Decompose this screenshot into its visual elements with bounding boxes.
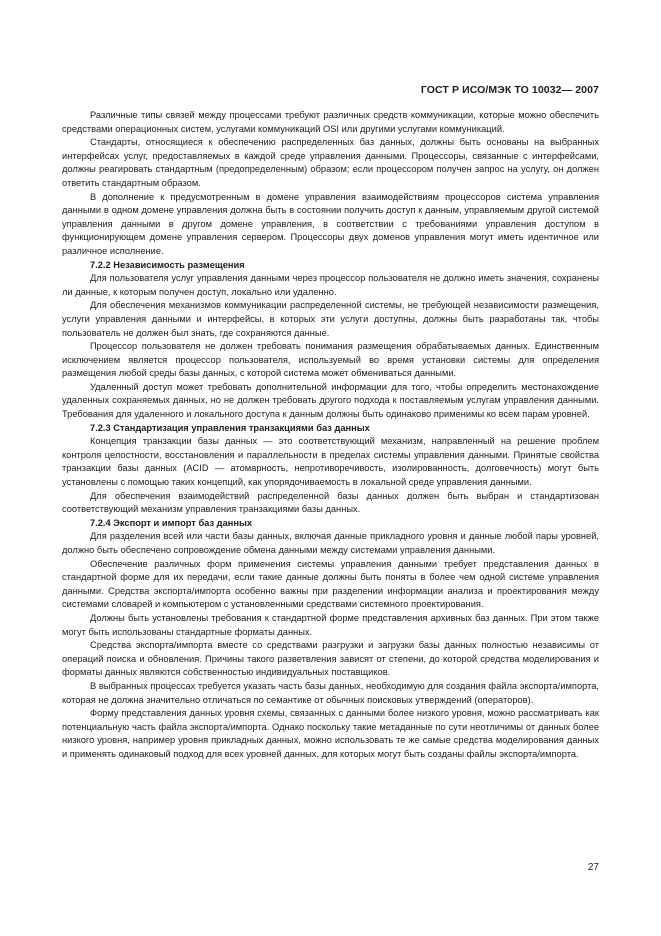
section-heading: 7.2.3 Стандартизация управления транзакциями баз данных [90,422,370,433]
paragraph: Различные типы связей между процессами требуют различных средств коммуникации, которые можно обеспечить средствами операционных систем, услугами коммуникаций OSI или другими услугами коммуникаций. [62,110,599,134]
paragraph: Для обеспечения взаимодействий распределенной базы данных должен быть выбран и стандартизован соответствующий механизм управления транзакциями базы данных. [62,490,599,515]
section-heading: 7.2.2 Независимость размещения [90,259,245,270]
document-body [62,109,599,762]
paragraph: Средства экспорта/импорта вместе со средствами разгрузки и загрузки базы данных полностью независимы от операций поиска и обновления. Причины такого разветвления зависят от степени, до которой средства моделирования и форматы данных являются собственностью индивидуальных поставщиков. [62,640,599,678]
paragraph: Удаленный доступ может требовать дополнительной информации для того, чтобы определить местонахождение удаленных сохраняемых данных, но не должен требовать другого подхода к поставляемым услугам управления данными. Требования для удаленного и локального доступа к данным должны быть одинаково применимы ко всем парам уровней. [62,381,599,420]
paragraph: Для разделения всей или части базы данных, включая данные прикладного уровня и данные любой пары уровней, должно быть обеспечено сопровождение обмена данными между системами управления данными. [62,531,599,555]
page-number: 27 [587,862,599,873]
section-heading: 7.2.4 Экспорт и импорт баз данных [90,517,253,528]
paragraph: Для пользователя услуг управления данными через процессор пользователя не должно иметь значения, сохранены ли данные, к которым получен доступ, локально или удаленно. [62,273,599,297]
paragraph: В дополнение к предусмотренным в домене управления взаимодействиям процессоров система управления данными в одном домене управления должна быть в состоянии получить доступ к данным, управляемым другой системой управления данными в другом домене управления, в соответствии с требованиями управления доступом в функционирующем домене управления сервером. Процессоры двух доменов управления могут иметь идентичное или различное исполнение. [62,191,599,256]
paragraph: Концепция транзакции базы данных — это соответствующий механизм, направленный на решение проблем контроля целостности, восстановления и параллельности в пределах системы управления данными. Принятые свойства транзакции базы данных (ACID — атомарность, непротиворечивость, изолированность, долговечность) могут быть установлены с помощью таких концепций, как упорядочиваемость в локальной среде управления данными. [62,436,599,488]
paragraph: Процессор пользователя не должен требовать понимания размещения обрабатываемых данных. Единственным исключением является процессор пользователя, используемый во время установки системы для определения размещения любой среды базы данных, с которой система может обмениваться данными. [62,341,599,379]
document-header: ГОСТ Р ИСО/МЭК ТО 10032— 2007 [420,84,599,96]
paragraph: В выбранных процессах требуется указать часть базы данных, необходимую для создания файла экспорта/импорта, которая не должна значительно отличаться по семантике от обычных поисковых утверждений (операторов). [62,680,599,705]
paragraph: Для обеспечения механизмов коммуникации распределенной системы, не требующей независимости размещения, услуги управления данными и интерфейсы, в которых эти услуги доступны, должны быть разработаны так, чтобы пользователь не должен был знать, где сохраняются данные. [62,300,599,338]
paragraph: Форму представления данных уровня схемы, связанных с данными более низкого уровня, можно рассматривать как потенциальную часть файла экспорта/импорта. Однако поскольку такие метаданные по сути неотличимы от данных более низкого уровня, например уровня прикладных данных, можно использовать те же самые средства моделирования данных и применять одинаковый подход для всех уровней данных, для которых могут быть созданы файлы экспорта/импорта. [62,708,599,759]
paragraph: Должны быть установлены требования к стандартной форме представления архивных баз данных. При этом также могут быть использованы стандартные форматы данных. [62,612,599,637]
paragraph: Стандарты, относящиеся к обеспечению распределенных баз данных, должны быть основаны на выбранных интерфейсах услуг, предоставляемых в каждой среде управления данными. Процессоры, связанные с интерфейсами, должны реагировать стандартным (предопределенным) образом; если процессором получен запрос на услугу, он должен ответить стандартным образом. [62,137,599,188]
paragraph: Обеспечение различных форм применения системы управления данными требует представления данных в стандартной форме для их передачи, если такие данные должны быть поняты в более чем одной системе управления данными. Средства экспорта/импорта особенно важны при разделении информации анализа и проектирования между системами словарей и компьютером с установленными средствами системного проектирования. [62,558,599,610]
